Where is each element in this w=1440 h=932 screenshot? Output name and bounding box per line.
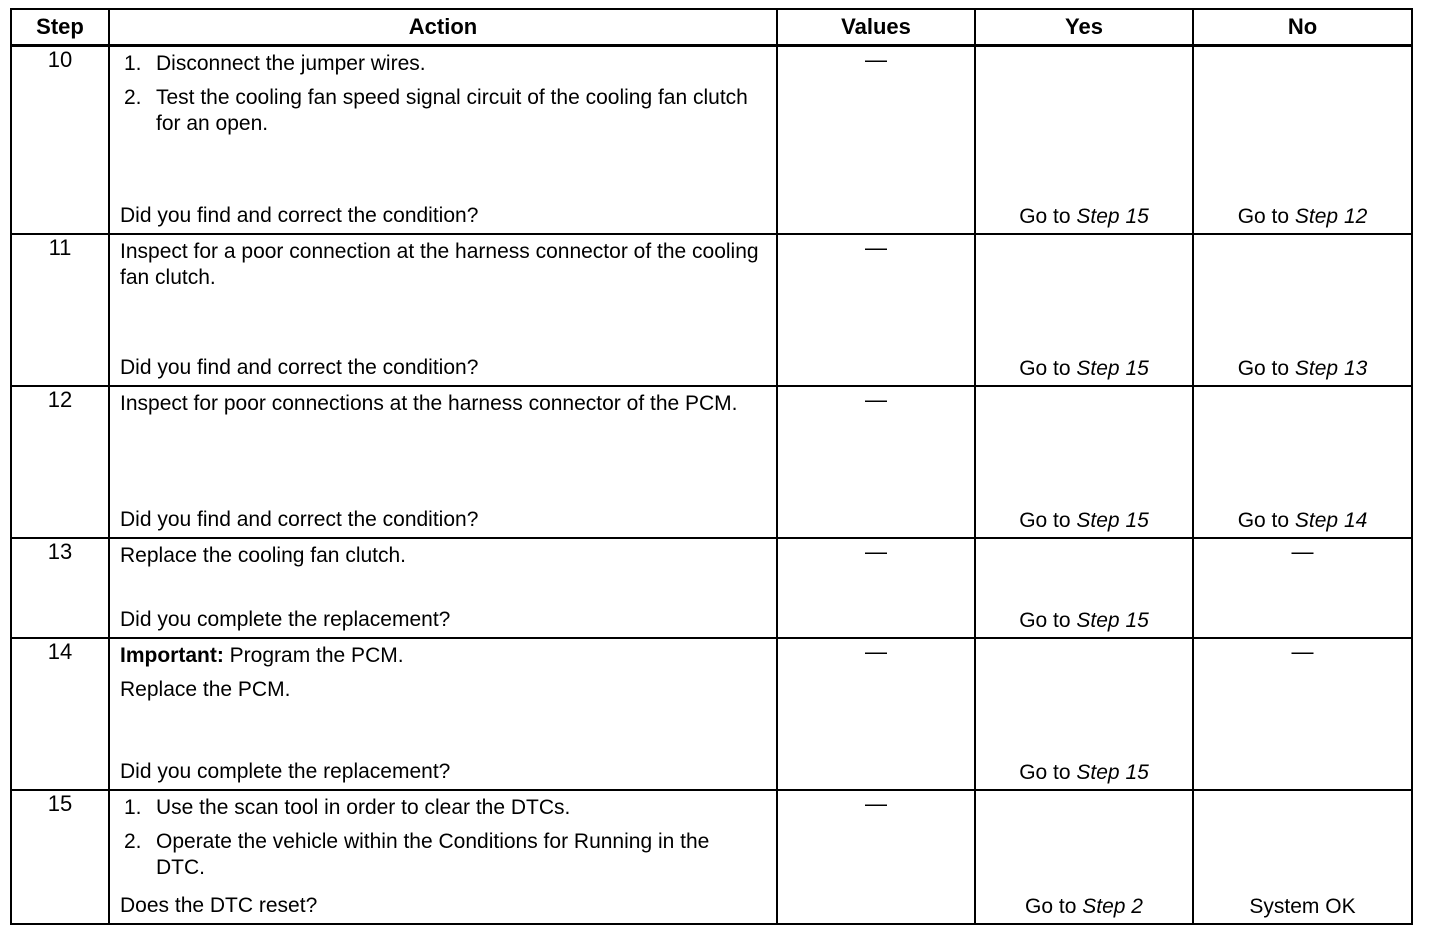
step-number: 14 [11,638,109,790]
item-text: Operate the vehicle within the Conditions for Running in the DTC. [156,830,710,879]
goto-step: Step 15 [1076,357,1149,380]
item-number: 2. [124,86,142,109]
question-text: Did you complete the replacement? [120,760,451,783]
goto-step: Step 13 [1294,357,1368,380]
values-cell [777,790,975,924]
values-cell [777,538,975,638]
item-text: Test the cooling fan speed signal circuit of the cooling fan clutch for an open. [156,86,748,135]
important-label: Important: [120,644,224,667]
values-cell [777,386,975,538]
goto-step: Step 15 [1076,761,1149,784]
yes-goto [976,357,1192,381]
yes-goto [976,895,1192,919]
goto-step: Step 15 [1076,509,1149,532]
header-action: Action [109,9,777,46]
yes-cell [975,234,1193,386]
action-cell [109,538,777,638]
goto-step: Step 15 [1076,205,1149,228]
step-number: 15 [11,790,109,924]
item-number: 1. [124,796,142,819]
list-item [124,51,764,77]
header-step: Step [11,9,109,46]
step-number: 13 [11,538,109,638]
no-cell [1193,790,1412,924]
goto-label: Go to [1019,205,1071,228]
dash: — [1291,539,1314,564]
action-cell [109,638,777,790]
question-text: Did you find and correct the condition? [120,204,479,227]
goto-step: Step 14 [1294,509,1368,532]
goto-step: Step 12 [1294,205,1368,228]
no-cell [1193,538,1412,638]
goto-step: Step 15 [1076,609,1149,632]
table-row [11,638,1412,790]
yes-cell [975,386,1193,538]
question-text: Did you find and correct the condition? [120,356,479,379]
action-cell [109,790,777,924]
yes-goto [976,609,1192,633]
dash: — [865,539,887,564]
no-cell [1193,234,1412,386]
item-text: Disconnect the jumper wires. [156,52,426,75]
no-cell [1193,46,1412,235]
dash: — [865,235,887,260]
action-text: Replace the cooling fan clutch. [120,544,407,567]
yes-goto [976,761,1192,785]
yes-goto [976,509,1192,533]
question-text: Did you find and correct the condition? [120,508,479,531]
action-cell [109,46,777,235]
yes-cell [975,46,1193,235]
step-number: 11 [11,234,109,386]
action-text: Replace the PCM. [120,678,291,701]
yes-cell [975,638,1193,790]
table-row [11,386,1412,538]
yes-goto [976,205,1192,229]
table-row [11,538,1412,638]
goto-step: Step 2 [1082,895,1143,918]
dash: — [865,47,887,72]
no-goto [1194,205,1411,229]
diagnostic-steps-table [10,8,1413,925]
list-item [124,795,764,821]
no-goto [1194,357,1411,381]
yes-cell [975,790,1193,924]
goto-label: Go to [1237,357,1290,380]
item-number: 1. [124,52,142,75]
values-cell [777,638,975,790]
no-goto [1194,509,1411,533]
dash: — [865,387,887,412]
action-text: Inspect for a poor connection at the harness connector of the cooling fan clutch. [120,240,759,289]
question-text: Does the DTC reset? [120,894,318,917]
important-note [120,643,764,669]
item-number: 2. [124,830,142,853]
goto-label: Go to [1019,509,1071,532]
header-yes: Yes [975,9,1193,46]
list-item [124,85,764,137]
table-row [11,790,1412,924]
header-values: Values [777,9,975,46]
header-row [11,9,1412,46]
goto-label: Go to [1237,205,1290,228]
important-text: Program the PCM. [229,644,404,667]
dash: — [1291,639,1314,664]
goto-label: Go to [1237,509,1290,532]
values-cell [777,46,975,235]
table-row [11,234,1412,386]
yes-cell [975,538,1193,638]
action-text: Inspect for poor connections at the harness connector of the PCM. [120,392,738,415]
goto-label: Go to [1019,357,1071,380]
no-cell [1193,638,1412,790]
action-cell [109,386,777,538]
goto-label: Go to [1025,895,1077,918]
question-text: Did you complete the replacement? [120,608,451,631]
no-result: System OK [1249,895,1356,918]
step-number: 10 [11,46,109,235]
step-number: 12 [11,386,109,538]
header-no: No [1193,9,1412,46]
action-cell [109,234,777,386]
dash: — [865,791,887,816]
goto-label: Go to [1019,761,1071,784]
values-cell [777,234,975,386]
list-item [124,829,764,881]
dash: — [865,639,887,664]
table-row [11,46,1412,235]
item-text: Use the scan tool in order to clear the DTCs. [156,796,571,819]
no-cell [1193,386,1412,538]
goto-label: Go to [1019,609,1071,632]
